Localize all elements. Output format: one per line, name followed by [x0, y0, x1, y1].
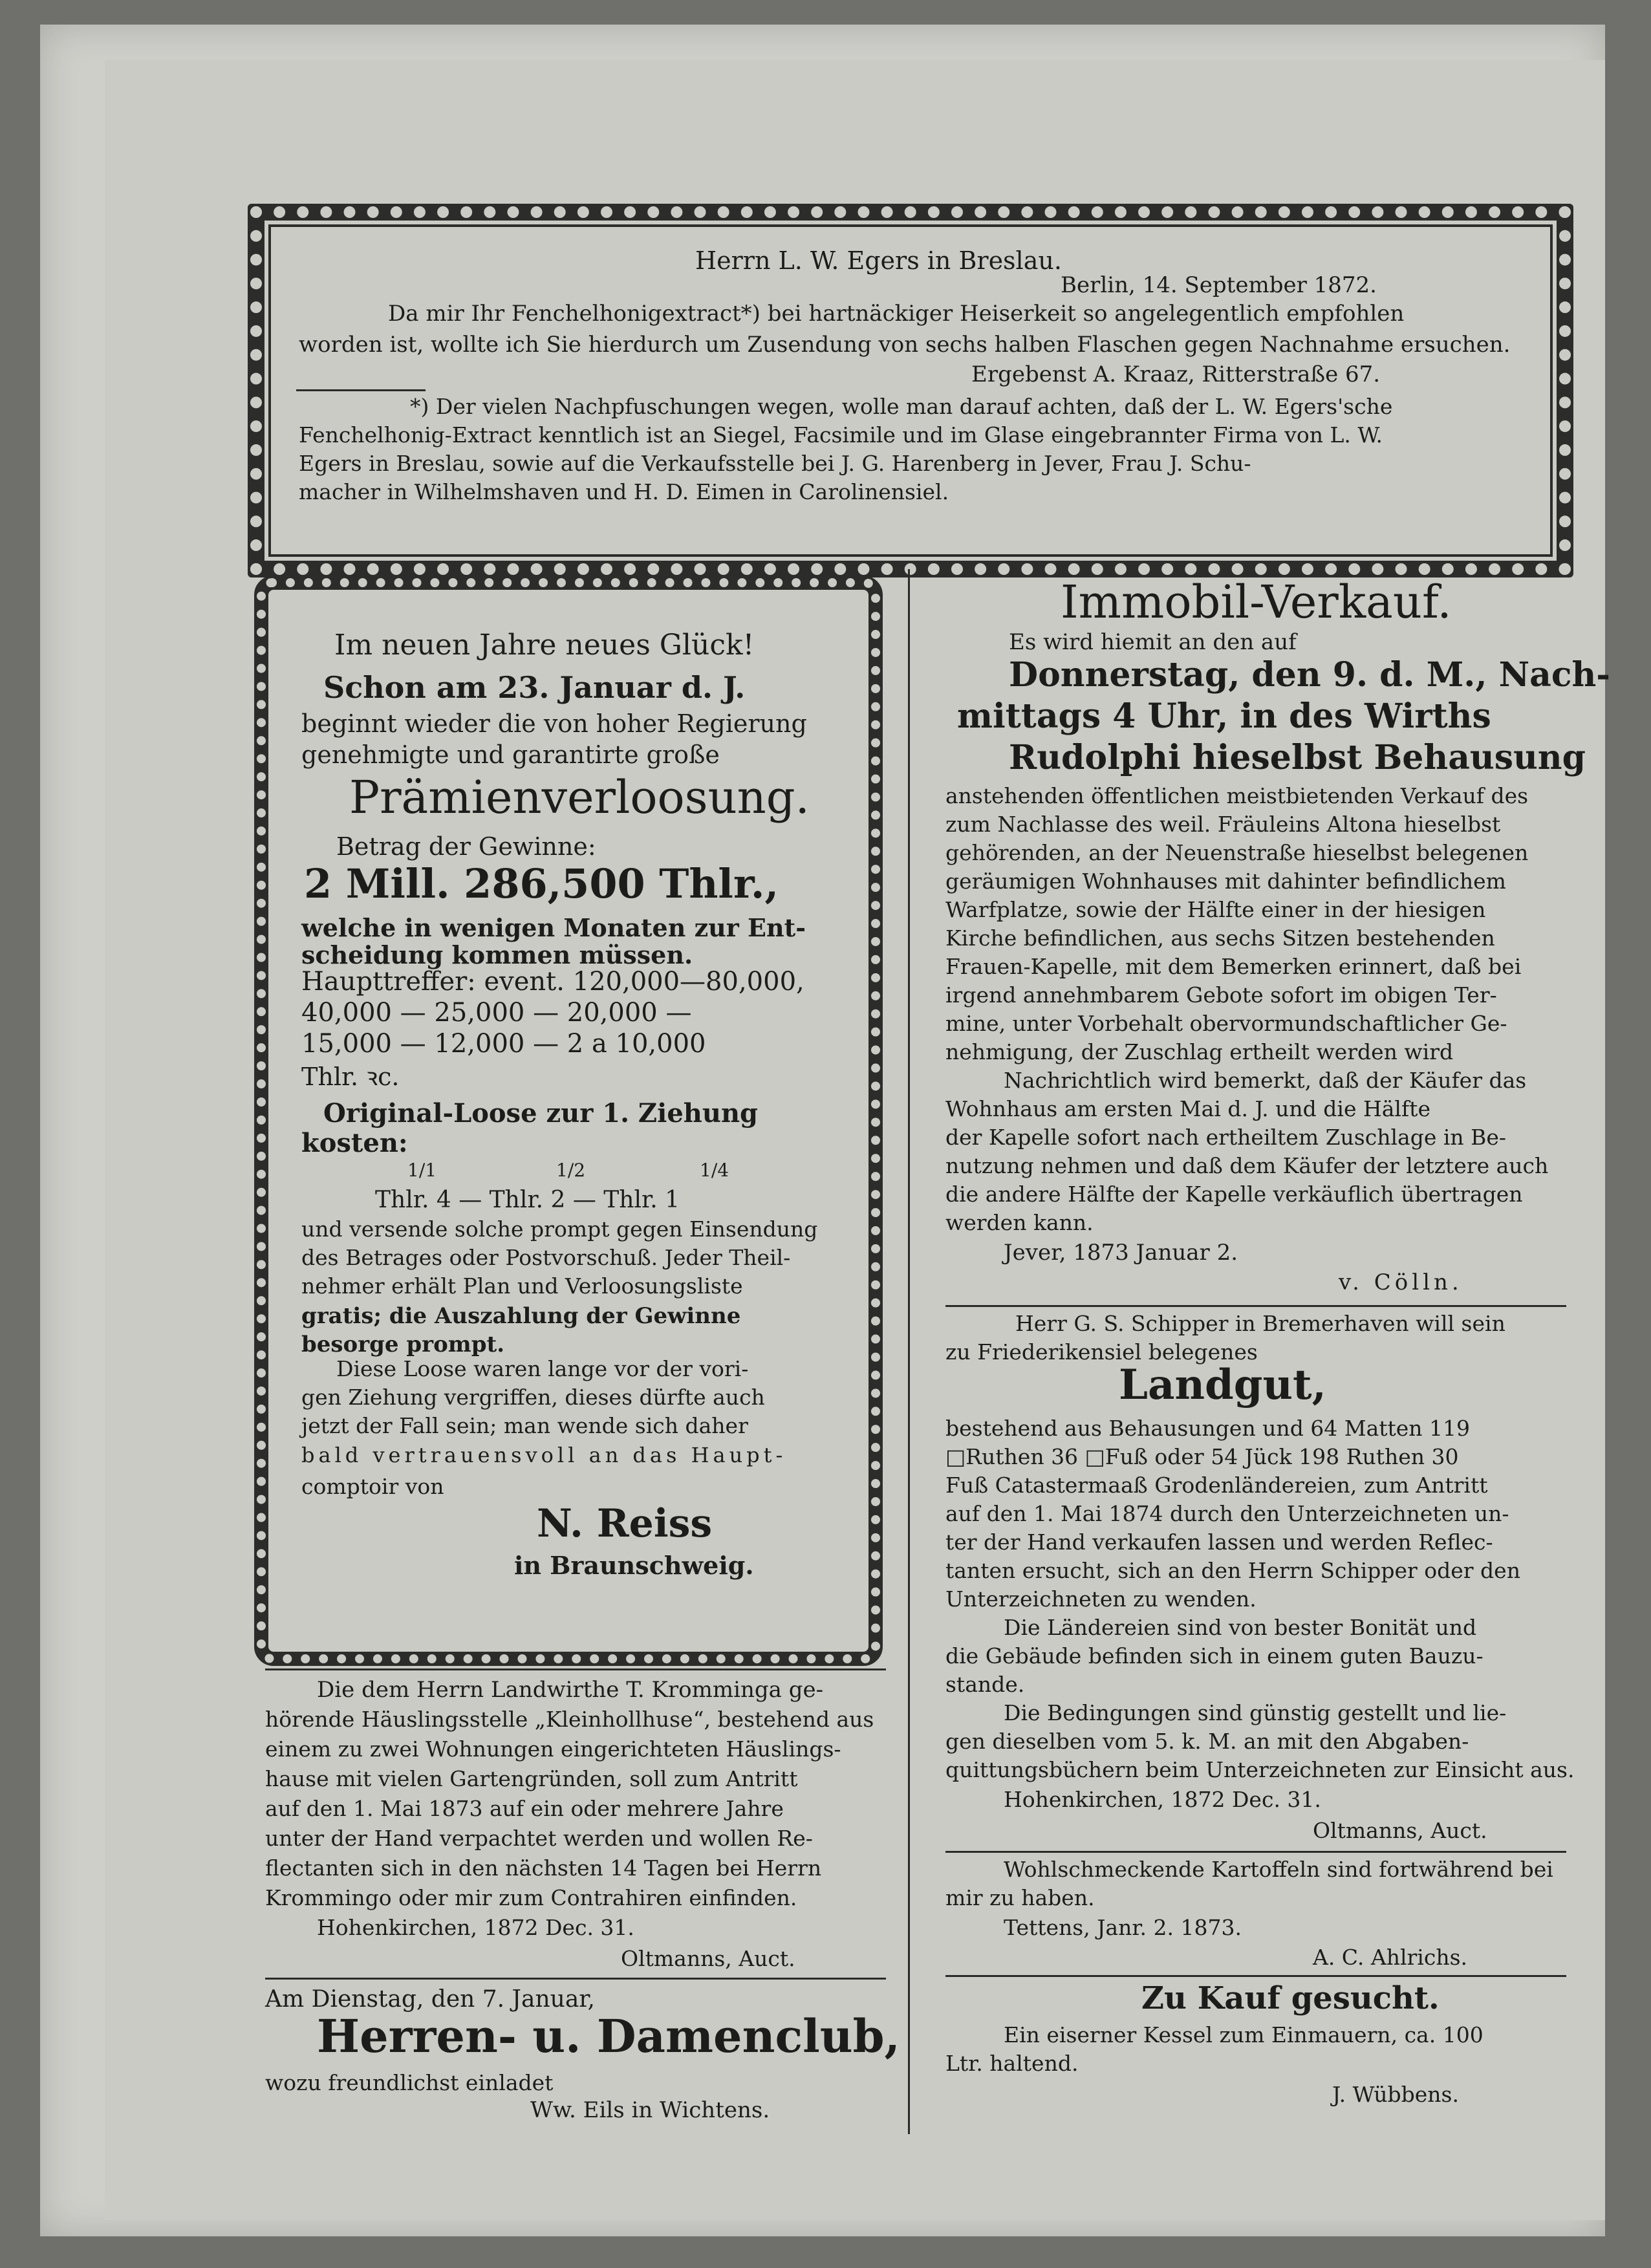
ad2-line21: besorge prompt.	[301, 1332, 505, 1357]
ad5-line12: Frauen-Kapelle, mit dem Bemerken erinnert, daß bei	[945, 954, 1522, 979]
ad7-line2: mir zu haben.	[945, 1885, 1095, 1910]
ad5-line17: Wohnhaus am ersten Mai d. J. und die Hälfte	[945, 1096, 1430, 1121]
ad7-line1: Wohlschmeckende Kartoffeln sind fortwährend bei	[1004, 1857, 1553, 1882]
separator-rule	[945, 1975, 1566, 1977]
footnote-rule	[296, 389, 426, 391]
ad6-line8: ter der Hand verkaufen lassen und werden Reflec-	[945, 1529, 1493, 1555]
ad2-line2: Schon am 23. Januar d. J.	[323, 670, 746, 705]
ad3-line1: Die dem Herrn Landwirthe T. Kromminga ge-	[317, 1677, 824, 1703]
ad5-line11: Kirche befindlichen, aus sechs Sitzen bestehenden	[945, 925, 1495, 951]
ad1-line3: Da mir Ihr Fenchelhonigextract*) bei hartnäckiger Heiserkeit so angelegentlich empfohlen	[388, 301, 1405, 327]
ad2-line9: scheidung kommen müssen.	[301, 940, 693, 969]
ad2-line3: beginnt wieder die von hoher Regierung	[301, 709, 807, 738]
ad1-line9: macher in Wilhelmshaven und H. D. Eimen in Carolinensiel.	[299, 479, 949, 504]
ad2-line4: genehmigte und garantirte große	[301, 740, 720, 769]
ad1-line8: Egers in Breslau, sowie auf die Verkaufsstelle bei J. G. Harenberg in Jever, Frau J. Schu-	[299, 451, 1251, 476]
ad3-line8: Krommingo oder mir zum Contrahiren einfinden.	[265, 1885, 797, 1910]
ad3-line5: auf den 1. Mai 1873 auf ein oder mehrere Jahre	[265, 1796, 784, 1821]
ad6-line6: Fuß Catastermaaß Grodenländereien, zum Antritt	[945, 1473, 1488, 1498]
ad5-line1: Immobil-Verkauf.	[1061, 576, 1452, 629]
ad6-line14: Die Bedingungen sind günstig gestellt und lie-	[1004, 1700, 1507, 1725]
ad3-line4: hause mit vielen Gartengründen, soll zum Antritt	[265, 1766, 798, 1791]
ad2-line13: Thlr. ꝛc.	[301, 1063, 400, 1091]
ad2-line26: comptoir von	[301, 1474, 444, 1499]
ad6-line12: die Gebäude befinden sich in einem guten Bauzu-	[945, 1643, 1484, 1669]
ad5-line3: Donnerstag, den 9. d. M., Nach-	[1009, 655, 1610, 695]
separator-rule	[265, 1978, 886, 1980]
ad6-line5: □Ruthen 36 □Fuß oder 54 Jück 198 Ruthen 30	[945, 1444, 1459, 1469]
ad4-line1: Am Dienstag, den 7. Januar,	[265, 1986, 595, 2013]
ad5-line21: werden kann.	[945, 1210, 1094, 1235]
ad7-line4: A. C. Ahlrichs.	[1313, 1945, 1467, 1970]
ad3-line9: Hohenkirchen, 1872 Dec. 31.	[317, 1915, 634, 1940]
ad5-line16: Nachrichtlich wird bemerkt, daß der Käufer das	[1004, 1068, 1527, 1093]
ad2-line6: Betrag der Gewinne:	[336, 832, 596, 861]
ad8-line1: Zu Kauf gesucht.	[1141, 1980, 1440, 2016]
ad5-line6: anstehenden öffentlichen meistbietenden Verkauf des	[945, 783, 1529, 808]
ad2-line8: welche in wenigen Monaten zur Ent-	[301, 913, 806, 942]
ad2-line23: gen Ziehung vergriffen, dieses dürfte auch	[301, 1385, 765, 1410]
ad2-line16: Thlr. 4 — Thlr. 2 — Thlr. 1	[375, 1187, 680, 1213]
ad5-line7: zum Nachlasse des weil. Fräuleins Altona hieselbst	[945, 812, 1501, 837]
ad5-line9: geräumigen Wohnhauses mit dahinter befindlichem	[945, 869, 1506, 894]
ad5-line8: gehörenden, an der Neuenstraße hieselbst belegenen	[945, 840, 1529, 865]
ad3-line7: flectanten sich in den nächsten 14 Tagen bei Herrn	[265, 1855, 822, 1881]
ad5-line2: Es wird hiemit an den auf	[1009, 629, 1297, 655]
ad2-line24: jetzt der Fall sein; man wende sich daher	[301, 1413, 748, 1438]
ad5-line22: Jever, 1873 Januar 2.	[1004, 1240, 1238, 1266]
ad2-line11: 40,000 — 25,000 — 20,000 —	[301, 998, 692, 1028]
ad3-line6: unter der Hand verpachtet werden und wollen Re-	[265, 1826, 813, 1851]
ad8-line3: Ltr. haltend.	[945, 2051, 1079, 2076]
ad1-line2: Berlin, 14. September 1872.	[1061, 272, 1377, 298]
column-divider	[908, 569, 910, 2134]
ad3-line3: einem zu zwei Wohnungen eingerichteten Häuslings-	[265, 1736, 841, 1762]
ad6-line17: Hohenkirchen, 1872 Dec. 31.	[1004, 1787, 1321, 1812]
ad5-line14: mine, unter Vorbehalt obervormundschaftlicher Ge-	[945, 1011, 1507, 1036]
ad7-line3: Tettens, Janr. 2. 1873.	[1004, 1915, 1242, 1940]
ad6-line15: gen dieselben vom 5. k. M. an mit den Abgaben-	[945, 1729, 1469, 1754]
ad8-line2: Ein eiserner Kessel zum Einmauern, ca. 100	[1004, 2022, 1484, 2047]
separator-rule	[945, 1851, 1566, 1853]
ad2-line28: in Braunschweig.	[514, 1551, 754, 1580]
separator-rule	[945, 1305, 1566, 1307]
ad1-line1: Herrn L. W. Egers in Breslau.	[695, 246, 1062, 275]
ad5-line20: die andere Hälfte der Kapelle verkäuflich übertragen	[945, 1182, 1523, 1207]
ad5-line13: irgend annehmbarem Gebote sofort im obigen Ter-	[945, 982, 1497, 1008]
ad8-line4: J. Wübbens.	[1332, 2082, 1459, 2107]
ad5-line19: nutzung nehmen und daß dem Käufer der letztere auch	[945, 1153, 1549, 1178]
ad6-line1: Herr G. S. Schipper in Bremerhaven will sein	[1015, 1311, 1505, 1336]
ad5-line5: Rudolphi hieselbst Behausung	[1009, 738, 1586, 777]
ad3-line10: Oltmanns, Auct.	[621, 1946, 795, 1971]
ad2-line19: nehmer erhält Plan und Verloosungsliste	[301, 1273, 743, 1299]
ad6-line2: zu Friederikensiel belegenes	[945, 1339, 1258, 1365]
ad2-line12: 15,000 — 12,000 — 2 a 10,000	[301, 1029, 706, 1059]
ad6-line7: auf den 1. Mai 1874 durch den Unterzeichneten un-	[945, 1501, 1509, 1526]
ad5-line23: v. Cölln.	[1339, 1269, 1463, 1295]
ad2-line7: 2 Mill. 286,500 Thlr.,	[304, 860, 779, 907]
ad6-line9: tanten ersucht, sich an den Herrn Schipper oder den	[945, 1558, 1520, 1583]
ad5-line18: der Kapelle sofort nach ertheiltem Zuschlage in Be-	[945, 1125, 1507, 1150]
ad2-line10: Haupttreffer: event. 120,000—80,000,	[301, 967, 804, 997]
ad1-line7: Fenchelhonig-Extract kenntlich ist an Siegel, Facsimile und im Glase eingebrannter Firma von L. W.	[299, 422, 1383, 448]
ad1-line4: worden ist, wollte ich Sie hierdurch um Zusendung von sechs halben Flaschen gegen Nachnahme ersuchen.	[299, 332, 1511, 358]
ad4-line4: Ww. Eils in Wichtens.	[530, 2097, 770, 2123]
ad5-line10: Warfplatze, sowie der Hälfte einer in der hiesigen	[945, 897, 1486, 922]
ad2-line14: Original-Loose zur 1. Ziehung	[323, 1098, 758, 1129]
ad2-line27: N. Reiss	[537, 1501, 713, 1546]
ad2-frac3: 1/4	[700, 1160, 729, 1181]
ad6-line3: Landgut,	[1119, 1361, 1326, 1409]
ad6-line18: Oltmanns, Auct.	[1313, 1818, 1487, 1843]
ad2-line5: Prämienverloosung.	[349, 771, 810, 824]
ad4-line3: wozu freundlichst einladet	[265, 2070, 554, 2095]
ad2-line18: des Betrages oder Postvorschuß. Jeder Theil-	[301, 1245, 791, 1270]
ad3-line2: hörende Häuslingsstelle „Kleinhollhuse“, bestehend aus	[265, 1707, 874, 1732]
ad2-frac2: 1/2	[556, 1160, 586, 1181]
ad2-line20: gratis; die Auszahlung der Gewinne	[301, 1303, 741, 1329]
ad1-line5: Ergebenst A. Kraaz, Ritterstraße 67.	[971, 362, 1381, 387]
ad2-line1: Im neuen Jahre neues Glück!	[334, 629, 755, 662]
ad2-frac1: 1/1	[407, 1160, 437, 1181]
ad2-line22: Diese Loose waren lange vor der vori-	[336, 1356, 749, 1381]
ad4-line2: Herren- u. Damenclub,	[317, 2009, 900, 2063]
ad6-line13: stande.	[945, 1672, 1025, 1697]
ad6-line16: quittungsbüchern beim Unterzeichneten zur Einsicht aus.	[945, 1757, 1575, 1782]
ad6-line11: Die Ländereien sind von bester Bonität und	[1004, 1615, 1477, 1640]
ad5-line4: mittags 4 Uhr, in des Wirths	[957, 697, 1491, 736]
ad2-line25: bald vertrauensvoll an das Haupt-	[301, 1443, 787, 1467]
ad2-line17: und versende solche prompt gegen Einsendung	[301, 1216, 818, 1242]
ad1-line6: *) Der vielen Nachpfuschungen wegen, wolle man darauf achten, daß der L. W. Egers'sche	[410, 394, 1393, 419]
ad2-line15: kosten:	[301, 1128, 408, 1158]
ad6-line4: bestehend aus Behausungen und 64 Matten 119	[945, 1416, 1471, 1441]
ad5-line15: nehmigung, der Zuschlag ertheilt werden wird	[945, 1039, 1454, 1064]
ad6-line10: Unterzeichneten zu wenden.	[945, 1586, 1257, 1612]
separator-rule	[265, 1669, 886, 1670]
